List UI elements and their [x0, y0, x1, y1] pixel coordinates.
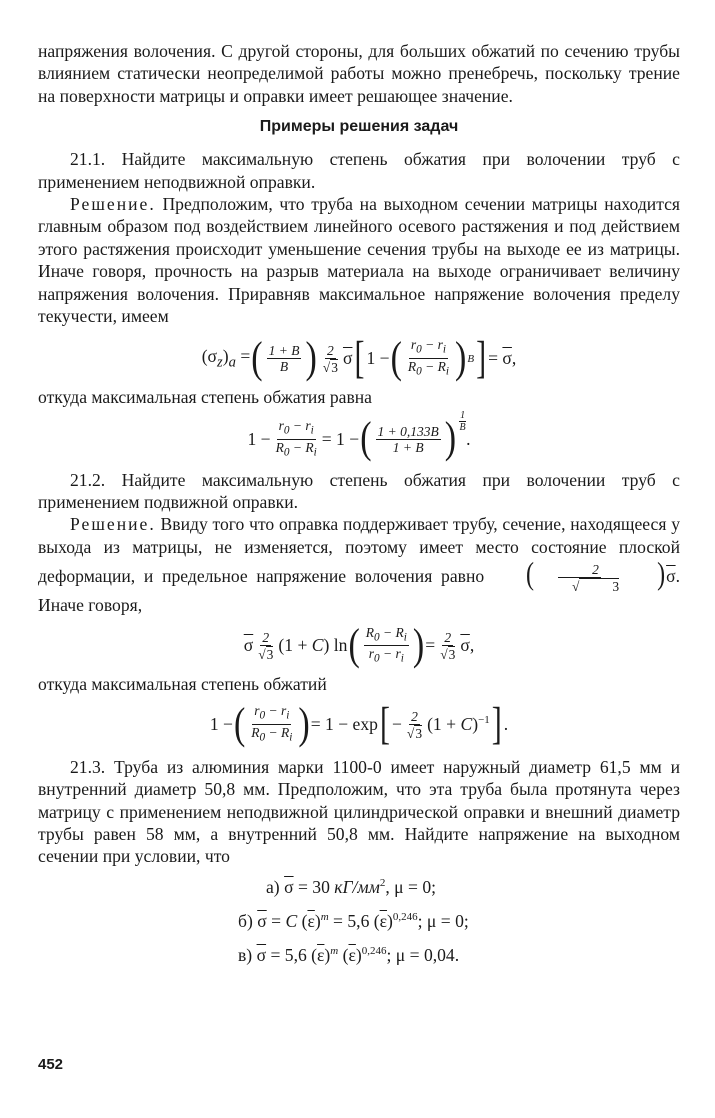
- problem-21-3-statement: 21.3. Труба из алюминия марки 1100-0 имеет наружный диаметр 61,5 мм и внутренний диаметр 50,8 мм. Предположим, что эта труба была протянута через матрицу с применением неподвижной цилиндрической оправки и внешний диаметр трубы равен 58 мм, а внутренний 50,8 мм. Найдите напряжение на выходном сечении при условии, что: [38, 756, 680, 867]
- problem-21-2-solution: Решение. Ввиду того что оправка поддерживает трубу, сечение, находящееся у выхода из матрицы, не изменяется, поэтому имеет место состояние плоской деформации, и предельное напряжение волочения равно ( $\frac{2}{√ 3}$ )$\overline{\sigma}$. Иначе говоря,: [38, 514, 680, 616]
- solution-text: Предположим, что труба на выходном сечении матрицы находится главным образом под воздействием линейного осевого растяжения и под действием этого растяжения происходит уменьшение сечения трубы на выходе ее из матрицы. Иначе говоря, прочность на разрыв материала на выходе ограничивает величину напряжения волочения. Приравняв максимальное напряжение волочения пределу текучести, имеем: [38, 194, 681, 327]
- section-title: Примеры решения задач: [259, 118, 459, 136]
- condition-c: в) $\overline{\sigma} = 5,6$ $(\overline{\varepsilon})^m$ $(\overline{\varepsilon})^{0,246}$; μ = 0,04.: [238, 944, 460, 965]
- solution-label: Решение.: [70, 194, 156, 215]
- condition-a: а) $\overline{\sigma} = 30$ $кГ/мм^2$, μ = 0;: [266, 876, 437, 897]
- solution-label: Решение.: [70, 514, 156, 535]
- problem-21-2-statement: 21.2. Найдите максимальную степень обжатия при волочении труб с применением подвижной оправки.: [38, 469, 680, 513]
- equation-4: 1 − ( $\frac{r_0 - r_i}{R_0 - R_i}$ ) = 1 − exp [ − $\frac{2}{√3}$ $(1 + C)^{-1}$ ] .: [209, 699, 509, 749]
- solution-tail: Иначе говоря,: [38, 595, 143, 616]
- problem-21-1-solution: [38, 193, 680, 327]
- problem-21-1-after-eq: откуда максимальная степень обжатия равна: [38, 386, 372, 407]
- page-content: [38, 40, 680, 969]
- problem-21-2-after-eq: откуда максимальная степень обжатий: [38, 673, 327, 694]
- equation-3: $\overline{\sigma}$ $\frac{2}{√3}$ (1 + C) ln ( $\frac{R_0 - R_i}{r_0 - r_i}$ ) = $\frac{2}{√3}$ $\overline{\sigma}$ ,: [243, 621, 475, 670]
- equation-1: $(\sigma_z)_a$ = ( $\frac{1 + B}{B}$ ) $\frac{2}{√3}$ $\overline{\sigma}$ [ 1 − ( $\frac{r_0 - r_i}{R_0 - R_i}$ ) B ] = $\overline{\sigma}$,: [201, 333, 517, 383]
- condition-list: [238, 868, 680, 970]
- solution-text: Ввиду того что оправка поддерживает трубу, сечение, находящееся у выхода из матрицы, не изменяется, поэтому имеет место состояние плоской деформации, и предельное напряжение волочения равно: [38, 514, 680, 587]
- problem-21-1-statement: 21.1. Найдите максимальную степень обжатия при волочении труб с применением неподвижной оправки.: [38, 149, 680, 192]
- equation-2: 1 − $\frac{r_0 - r_i}{R_0 - R_i}$ = 1 − ( $\frac{1 + 0,133B}{1 + B}$ ) 1 B .: [247, 409, 471, 463]
- page-number: 452: [38, 1056, 64, 1073]
- condition-b: б) $\overline{\sigma} = C$ $(\overline{\varepsilon})^m = 5,6$ $(\overline{\varepsilon})^{0,246}$; μ = 0;: [238, 910, 469, 931]
- intro-paragraph: напряжения волочения. С другой стороны, для больших обжатий по сечению трубы влиянием статически неопределимой работы можно пренебречь, поскольку трение на поверхности матрицы и оправки имеет решающее значение.: [38, 41, 680, 106]
